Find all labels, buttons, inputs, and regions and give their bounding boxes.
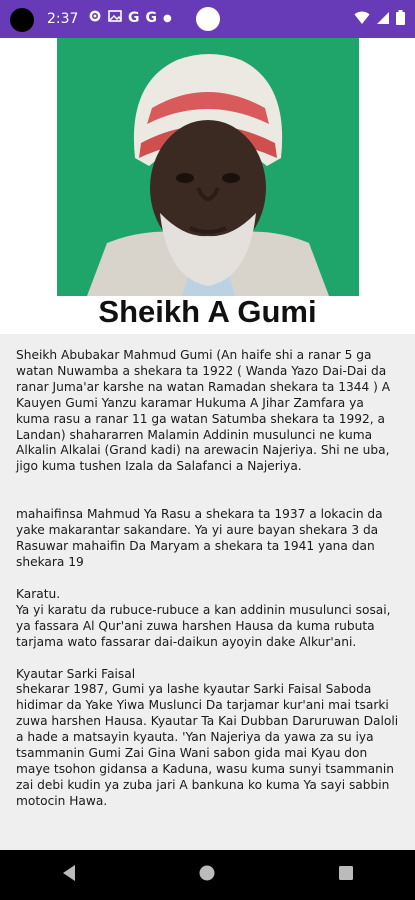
paragraph-award: shekarar 1987, Gumi ya lashe kyautar Sarki Faisal Saboda hidimar da Yake Yiwa Muslunci Da tarjamar kur'ani mai tsarki zuwa harshen Hausa. Kyautar Ta Kai Dubban Daruruwan Daloli a hade a matsayin kyauta. 'Yan Najeriya da yawa za su iya tsammanin Gumi Zai Gina Wani sabon gida mai Kyau don maye tsohon gidansa a Kaduna, wasu kuma sunyi tsammanin zai debi kudin ya zuba jari A bankuna ko kuma Ya sayi sabbin motocin Hawa. bbox=[16, 682, 399, 808]
battery-icon bbox=[396, 10, 405, 29]
section-heading-karatu: Karatu. bbox=[16, 586, 61, 601]
dot-icon: ● bbox=[163, 12, 172, 24]
paragraph-intro: Sheikh Abubakar Mahmud Gumi (An haife shi a ranar 5 ga watan Nuwamba a shekara ta 1922 ( Wanda Yazo Dai-Dai da ranar Juma'ar karshe na watan Ramadan shekara ta 1344 ) A Kauyen Gumi Yanzu karamar Hukuma A Jihar Zamfara ya kuma rasu a ranar 11 ga watan Satumba shekara ta 1992, a Landan) shahararren Malamin Addinin musulunci ne kuma Alkalin Alkalai (Grand kadi) na arewacin Najeriya. Shi ne uba, jigo kuma tushen Izala da Salafanci a Najeriya. bbox=[16, 348, 391, 474]
status-left-icons bbox=[88, 9, 172, 27]
signal-icon bbox=[376, 10, 390, 29]
paragraph-family: mahaifinsa Mahmud Ya Rasu a shekara ta 1937 a lokacin da yake makarantar sakandare. Ya yi aure bayan shekara 3 da Rasuwar mahaifin Da Maryam a shekara ta 1941 yana dan shekara 19 bbox=[16, 507, 383, 569]
recents-icon bbox=[338, 865, 354, 885]
settings-icon bbox=[88, 9, 102, 27]
notification-circle bbox=[196, 7, 220, 31]
page-title: Sheikh A Gumi bbox=[98, 294, 317, 329]
status-time: 2:37 bbox=[47, 11, 79, 27]
home-button[interactable] bbox=[177, 855, 237, 895]
hero-section bbox=[0, 38, 415, 334]
status-right-icons bbox=[354, 10, 405, 29]
google-icon: G bbox=[145, 10, 157, 26]
back-icon bbox=[61, 864, 77, 886]
wifi-icon bbox=[354, 10, 370, 29]
navigation-bar bbox=[0, 850, 415, 900]
home-icon bbox=[198, 864, 216, 886]
article-content[interactable] bbox=[0, 334, 415, 850]
back-button[interactable] bbox=[39, 855, 99, 895]
section-heading-award: Kyautar Sarki Faisal bbox=[16, 666, 136, 681]
image-icon bbox=[108, 9, 122, 27]
recents-button[interactable] bbox=[316, 855, 376, 895]
google-icon: G bbox=[128, 10, 140, 26]
portrait-image bbox=[57, 38, 359, 296]
paragraph-karatu: Ya yi karatu da rubuce-rubuce a kan addinin musulunci sosai, ya fassara Al Qur'ani zuwa harshen Hausa da kuma rubuta tarjama wato fassarar dai-daikun ayoyin dake Alkur'ani. bbox=[16, 602, 391, 649]
camera-cutout bbox=[10, 8, 34, 32]
status-bar bbox=[0, 0, 415, 38]
